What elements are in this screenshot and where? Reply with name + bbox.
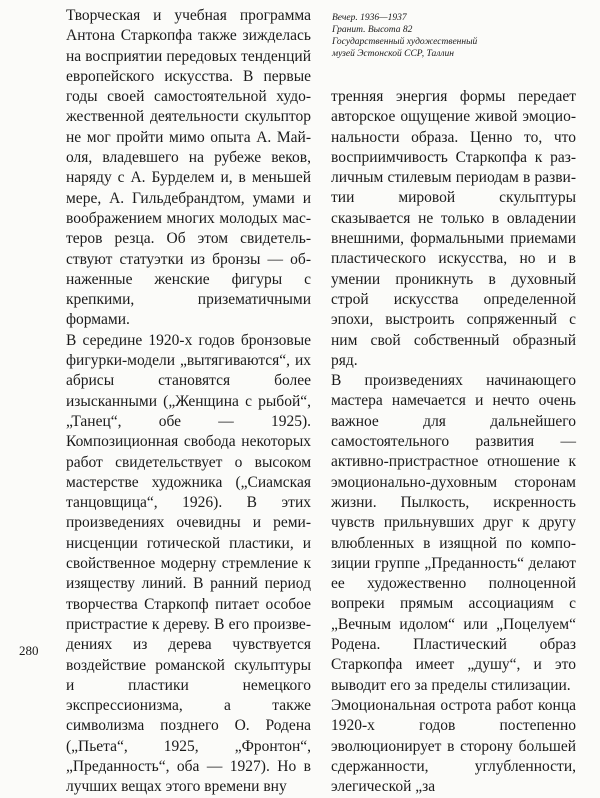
paragraph: тренняя энергия формы передает авторское ощущение живой эмоциональности образа. Ценно то, что восприимчивость Старкопфа к различным стилевым периодам в развитии мировой скульптуры сказывается не только в овладении внешними, формальными приемами пластического искусства, но и в умении проникнуть в духовный строй искусства определенной эпохи, выстроить сопряженный с ним свой собственный образный ряд. bbox=[331, 88, 576, 369]
paragraph: В произведениях начинающего мастера намечается и нечто очень важное для дальнейшего самостоятельного развития — активно-пристрастное отношение к эмоционально-духовным сторонам жизни. Пылкость, искренность чувств прильнувших друг к другу влюбленных в изящной по композиции группе „Преданность“ делают ее художественно полноценной вопреки прямым ассоциациям с „Вечным идолом“ или „Поцелуем“ Родена. Пластический образ Старкопфа имеет „душу“, и это выводит его за пределы стилизации. bbox=[331, 372, 576, 694]
left-text-column bbox=[66, 6, 311, 798]
illustration-caption bbox=[332, 12, 572, 60]
caption-title: Вечер. 1936—1937 bbox=[332, 13, 407, 23]
caption-material: Гранит. Высота 82 bbox=[332, 25, 413, 35]
paragraph: Творческая и учебная программа Антона Старкопфа также зижделась на восприятии передовых тенденций европейского искусства. В первые годы своей самостоятельной художественной деятельности скульптор не мог пройти мимо опыта А. Майоля, владевшего на рубеже веков, наряду с А. Бурделем и, в меньшей мере, А. Гильдебрандтом, умами и воображением многих молодых мастеров резца. Об этом свидетельствуют статуэтки из бронзы — обнаженные женские фигуры с крепкими, призематичными формами. bbox=[66, 7, 311, 329]
right-text-column bbox=[331, 87, 576, 797]
paragraph: Эмоциональная острота работ конца 1920-х годов постепенно эволюционирует в сторону большей сдержанности, углубленности, элегической „за bbox=[331, 696, 576, 796]
paragraph: В середине 1920-х годов бронзовые фигурки-модели „вытягиваются“, их абрисы становятся более изысканными („Женщина с рыбой“, „Танец“, обе — 1925). Композиционная свобода некоторых работ свидетельствует о высоком мастерстве художника („Сиамская танцовщица“, 1926). В этих произведениях очевидны и реминисценции готической пластики, и свойственное модерну стремление к изяществу линий. В ранний период творчества Старкопф питает особое пристрастие к дереву. В его произведениях из дерева чувствуется воздействие романской скульптуры и пластики немецкого экспрессионизма, а также символизма позднего О. Родена („Пьета“, 1925, „Фронтон“, „Преданность“, оба — 1927). Но в лучших вещах этого времени вну bbox=[66, 331, 311, 796]
page-number: 280 bbox=[19, 643, 39, 658]
caption-location: музей Эстонской ССР, Таллин bbox=[332, 49, 454, 59]
caption-museum: Государственный художественный bbox=[332, 37, 478, 47]
